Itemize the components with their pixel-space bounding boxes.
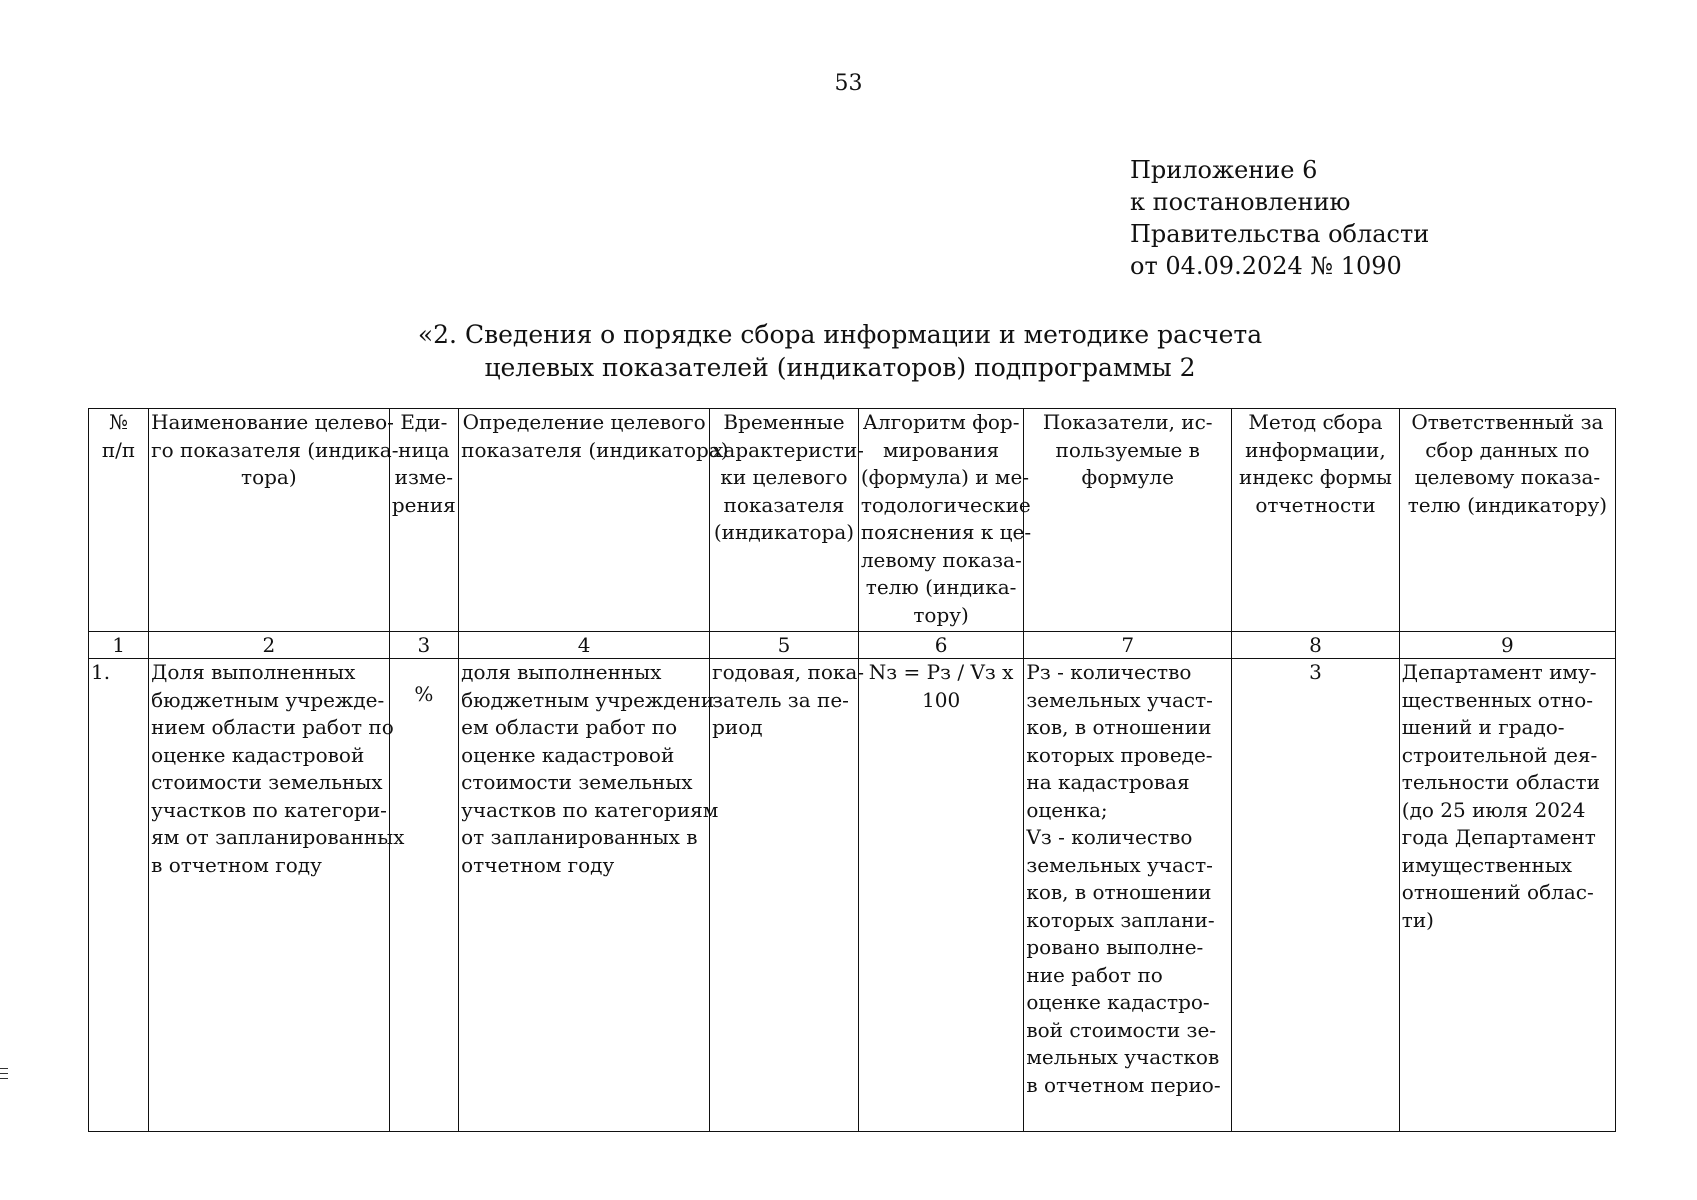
cell-line: тельности области [1401, 770, 1600, 794]
cell-line: Ответственный за [1411, 410, 1604, 434]
column-number: 3 [389, 632, 459, 659]
cell-line: земельных участ- [1026, 687, 1213, 712]
cell-line: Еди- [400, 410, 448, 434]
cell-line: (до 25 июля 2024 [1401, 797, 1586, 822]
cell-line: Показатели, ис- [1042, 410, 1213, 434]
cell-line: в отчетном перио- [1026, 1072, 1221, 1097]
cell-line: оценке кадастровой [151, 742, 365, 767]
cell-line: участков по категори- [151, 797, 387, 822]
cell-line: Метод сбора [1248, 410, 1383, 434]
cell-line: которых проведе- [1026, 742, 1213, 767]
cell-line: стоимости земельных [151, 770, 383, 794]
cell-line: показателя (индикатора) [461, 437, 729, 462]
cell-line: на кадастровая [1026, 770, 1190, 794]
cell-line: оценке кадастровой [461, 742, 675, 767]
cell-line: пользуемые в [1055, 437, 1200, 462]
cell-line: шений и градо- [1401, 715, 1565, 739]
header-cell [89, 409, 149, 632]
cell-line: отношений облас- [1401, 880, 1594, 904]
cell-line: формуле [1081, 465, 1174, 489]
column-number: 4 [459, 632, 710, 659]
cell-line: телю (индикатору) [1407, 492, 1608, 517]
cell-line: тодологические [860, 492, 1031, 517]
margin-mark [0, 1068, 8, 1079]
header-cell [710, 409, 864, 632]
cell-line: Рз - количество [1026, 660, 1192, 684]
header-cell [459, 409, 729, 632]
cell-line: ем области работ по [461, 715, 678, 739]
header-cell [149, 409, 399, 632]
cell-line: го показателя (индика- [151, 437, 399, 462]
header-cell [1232, 409, 1400, 632]
cell-line: тору) [913, 602, 969, 627]
cell-line: Nз = Рз / Vз х [868, 660, 1014, 684]
cell-line: сбор данных по [1425, 437, 1590, 462]
cell-line: земельных участ- [1026, 852, 1213, 877]
cell-line: ки целевого [720, 465, 848, 489]
unit-of-measure: % [389, 659, 459, 1132]
cell-line: стоимости земельных [461, 770, 693, 794]
cell-line: рения [391, 492, 456, 517]
cell-line: пояснения к це- [860, 520, 1032, 544]
cell-line: информации, [1245, 437, 1386, 462]
table-header-row [89, 409, 1616, 632]
cell-line: в отчетном году [151, 852, 322, 877]
appendix-block [1130, 154, 1429, 282]
cell-line: оценке кадастро- [1026, 990, 1210, 1014]
cell-line: ровано выполне- [1026, 935, 1204, 959]
cell-line: № [109, 410, 129, 434]
collection-method: 3 [1232, 659, 1400, 1132]
document-title [300, 318, 1380, 384]
cell-line: характеристи- [712, 437, 864, 462]
cell-line: Департамент иму- [1401, 660, 1597, 684]
cell-line: бюджетным учрежде- [151, 687, 385, 712]
cell-line: ние работ по [1026, 962, 1163, 987]
column-number: 7 [1024, 632, 1232, 659]
cell-line: ков, в отношении [1026, 880, 1212, 904]
header-cell [858, 409, 1032, 632]
column-number: 6 [858, 632, 1024, 659]
cell-line: телю (индика- [865, 575, 1017, 599]
cell-line: участков по категориям [461, 797, 719, 822]
cell-line: вой стоимости зе- [1026, 1017, 1217, 1042]
column-number: 5 [710, 632, 859, 659]
cell-line: Алгоритм фор- [862, 410, 1020, 434]
cell-line: тора) [241, 465, 297, 489]
cell-line: строительной дея- [1401, 742, 1598, 767]
cell-line: отчетности [1255, 492, 1376, 517]
cell-line: ям от запланированных [151, 825, 405, 849]
cell-line: Наименование целево- [151, 410, 394, 434]
cell-line: ти) [1401, 907, 1434, 932]
header-cell [1024, 409, 1232, 632]
row-number: 1. [89, 659, 149, 1132]
cell-line: 100 [922, 687, 961, 712]
responsible-party [1399, 659, 1615, 1132]
formula-indicators [1024, 659, 1232, 1132]
cell-line: годовая, пока- [712, 660, 865, 684]
formula [858, 659, 1024, 1132]
cell-line: имущественных [1401, 852, 1573, 877]
cell-line: ков, в отношении [1026, 715, 1212, 739]
cell-line: мельных участков [1026, 1045, 1220, 1069]
cell-line: Временные [723, 410, 845, 434]
cell-line: от запланированных в [461, 825, 698, 849]
cell-line: индекс формы [1239, 465, 1392, 489]
cell-line: затель за пе- [712, 687, 849, 712]
column-number: 2 [149, 632, 389, 659]
column-number: 8 [1232, 632, 1400, 659]
cell-line: Определение целевого [462, 410, 706, 434]
cell-line: ница [398, 437, 450, 462]
appendix-line: к постановлению [1130, 188, 1351, 216]
appendix-line: Приложение 6 [1130, 156, 1318, 184]
appendix-line: Правительства области [1130, 220, 1430, 248]
appendix-line: от 04.09.2024 № 1090 [1130, 252, 1402, 280]
header-cell [389, 409, 459, 632]
title-line: «2. Сведения о порядке сбора информации и методике расчета [417, 320, 1263, 349]
cell-line: бюджетным учреждени- [461, 687, 721, 712]
cell-line: щественных отно- [1401, 687, 1594, 712]
indicators-table [88, 408, 1616, 1132]
cell-line: Vз - количество [1026, 825, 1193, 849]
time-characteristics [710, 659, 865, 1132]
title-line: целевых показателей (индикаторов) подпрограммы 2 [484, 353, 1196, 382]
cell-line: (индикатора) [713, 520, 855, 544]
cell-line: Доля выполненных [151, 660, 356, 684]
indicator-definition [459, 659, 721, 1132]
cell-line: левому показа- [860, 547, 1022, 572]
column-number: 9 [1399, 632, 1615, 659]
cell-line: изме- [394, 465, 454, 489]
column-number: 1 [89, 632, 149, 659]
cell-line: (формула) и ме- [860, 465, 1030, 489]
cell-line: п/п [101, 437, 136, 462]
cell-line: доля выполненных [461, 660, 662, 684]
cell-line: которых заплани- [1026, 907, 1215, 932]
cell-line: целевому показа- [1414, 465, 1601, 489]
page-number: 53 [834, 71, 863, 96]
table-row [89, 659, 1616, 1132]
cell-line: показателя [723, 492, 845, 517]
cell-line: мирования [882, 437, 1000, 462]
cell-line: оценка; [1026, 797, 1108, 822]
cell-line: отчетном году [461, 852, 615, 877]
cell-line: нием области работ по [151, 715, 394, 739]
cell-line: риод [712, 715, 763, 739]
cell-line: года Департамент [1401, 825, 1596, 849]
header-cell [1399, 409, 1615, 632]
indicator-name [149, 659, 405, 1132]
column-number-row [89, 632, 1616, 659]
